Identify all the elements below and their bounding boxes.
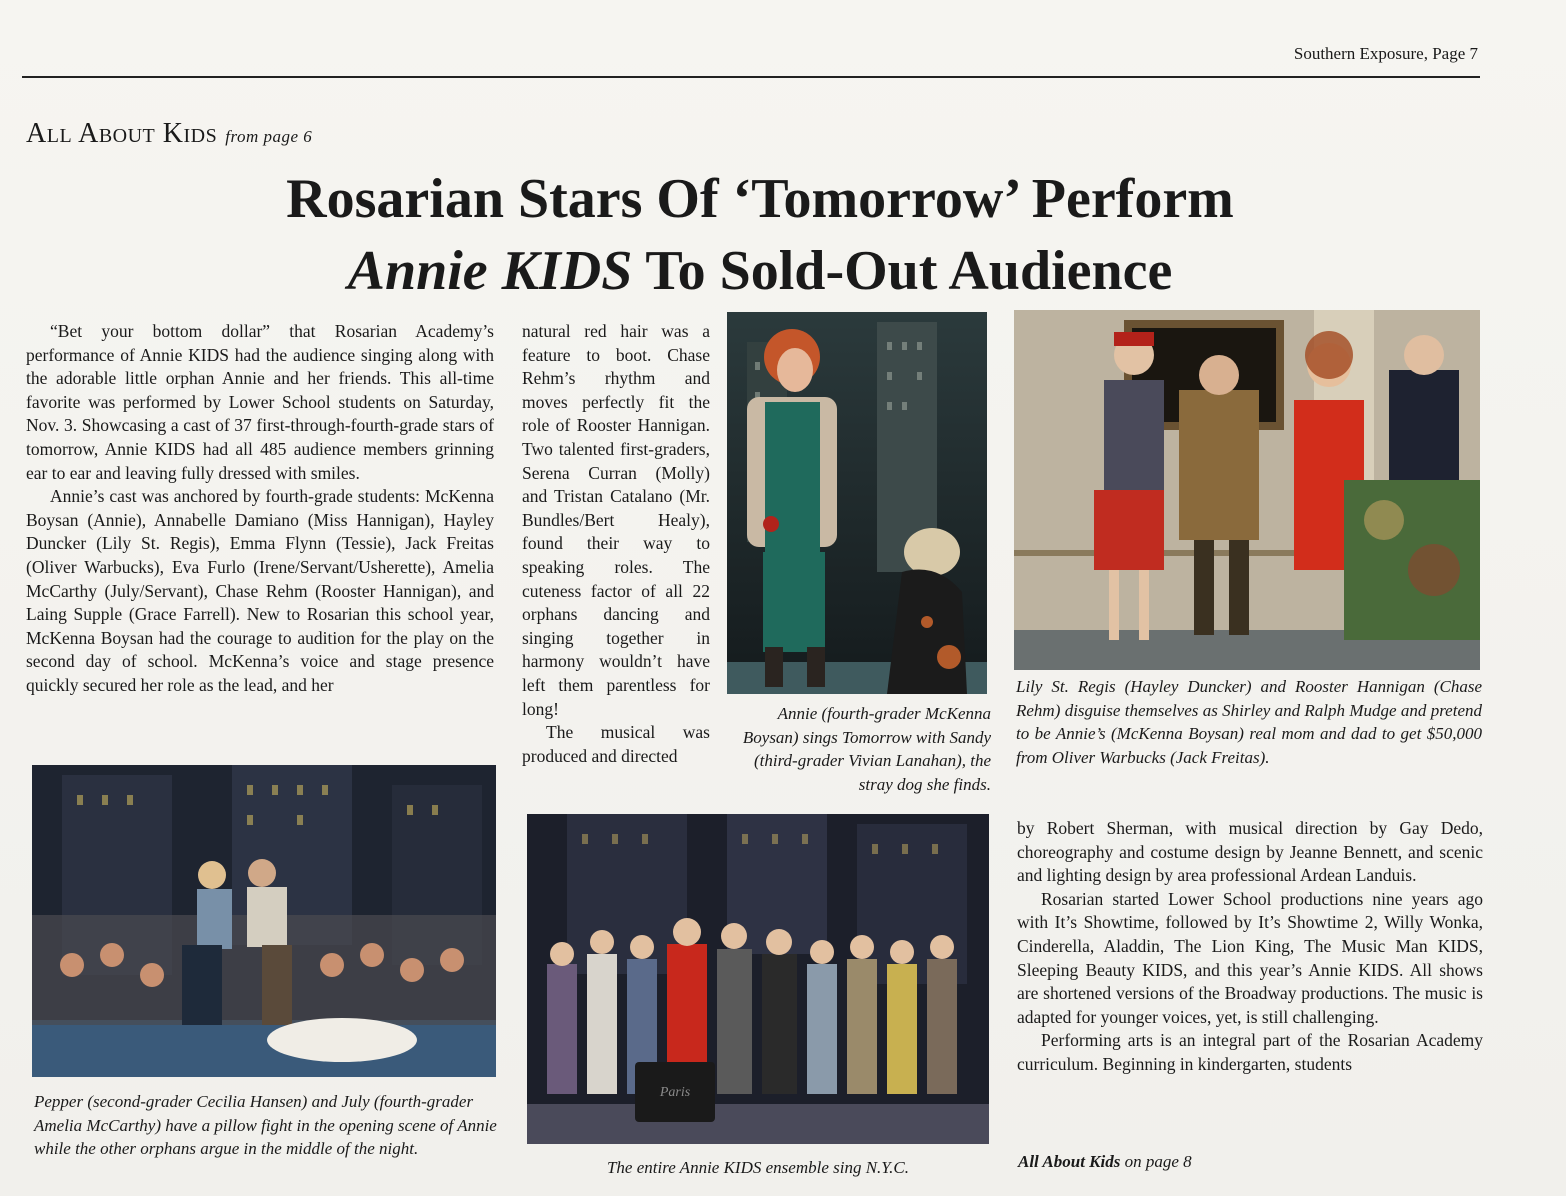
- section-from: from page 6: [225, 127, 313, 146]
- photo-pillow-fight: [32, 765, 496, 1077]
- article-paragraph: Performing arts is an integral part of the Rosarian Academy curriculum. Beginning in kindergarten, students: [1017, 1030, 1483, 1074]
- continued-suffix: on page 8: [1120, 1152, 1192, 1171]
- caption-annie-sandy: Annie (fourth-grader McKenna Boysan) sings Tomorrow with Sandy (third-grader Vivian Lanahan), the stray dog she finds.: [742, 704, 991, 794]
- article-paragraph: Rosarian started Lower School productions nine years ago with It’s Showtime, followed by It’s Showtime 2, Willy Wonka, Cinderella, Aladdin, The Lion King, The Music Man KIDS, Sleeping Beauty KIDS, and this year’s Annie KIDS. All shows are shortened versions of the Broadway productions. The music is adapted for younger voices, yet, is still challenging.: [1017, 888, 1483, 1027]
- suitcase-label: Paris: [659, 1085, 691, 1100]
- caption-ensemble: The entire Annie KIDS ensemble sing N.Y.C.: [606, 1158, 910, 1177]
- caption-lily-rooster: Lily St. Regis (Hayley Duncker) and Rooster Hannigan (Chase Rehm) disguise themselves as Shirley and Ralph Mudge and pretend to be Annie’s (McKenna Boysan) real mom and dad to get $50,000 from Oliver Warbucks (Jack Freitas).: [1016, 677, 1482, 767]
- article-paragraph: The musical was produced and directed: [522, 722, 710, 766]
- section-label: [26, 118, 312, 150]
- continued-label: All About Kids: [1018, 1152, 1121, 1171]
- continued-line: [1018, 1152, 1192, 1172]
- photo-ensemble: [527, 814, 989, 1144]
- headline-line-1: Rosarian Stars Of ‘Tomorrow’ Perform: [286, 168, 1234, 230]
- caption-pillow-fight: Pepper (second-grader Cecilia Hansen) and July (fourth-grader Amelia McCarthy) have a pillow fight in the opening scene of Annie while the other orphans argue in the middle of the night.: [34, 1092, 497, 1158]
- photo-lily-rooster: [1014, 310, 1480, 670]
- header-rule: [22, 76, 1480, 78]
- section-title: All About Kids: [26, 118, 218, 149]
- photo-annie-sandy: [727, 312, 987, 694]
- page-header: Southern Exposure, Page 7: [1293, 44, 1478, 63]
- article-column-2: [522, 320, 710, 768]
- headline-rest: To Sold-Out Audience: [632, 240, 1173, 302]
- headline-show-title: Annie KIDS: [347, 240, 633, 302]
- article-paragraph: Annie’s cast was anchored by fourth-grade students: McKenna Boysan (Annie), Annabelle Damiano (Miss Hannigan), Hayley Duncker (Lily St. Regis), Emma Flynn (Tessie), Jack Freitas (Oliver Warbucks), Eva Furlo (Irene/Servant/Usherette), Amelia McCarthy (July/Servant), Chase Rehm (Rooster Hannigan), and Laing Supple (Grace Farrell). New to Rosarian this school year, McKenna Boysan had the courage to audition for the play on the second day of school. McKenna’s voice and stage presence quickly secured her role as the lead, and her: [26, 486, 494, 695]
- article-paragraph: “Bet your bottom dollar” that Rosarian Academy’s performance of Annie KIDS had the audience singing along with the adorable little orphan Annie and her friends. This all-time favorite was performed by Lower School students on Saturday, Nov. 3. Showcasing a cast of 37 first-through-fourth-grade stars of tomorrow, Annie KIDS had all 485 audience members grinning ear to ear and leaving fully dressed with smiles.: [26, 321, 494, 483]
- headline-line-2: [60, 238, 1460, 304]
- article-paragraph: by Robert Sherman, with musical direction by Gay Dedo, choreography and costume design by Jeanne Bennett, and scenic and lighting design by area professional Ardean Landuis.: [1017, 818, 1483, 886]
- article-column-1: [26, 320, 494, 698]
- article-column-4: [1017, 817, 1483, 1077]
- article-paragraph: natural red hair was a feature to boot. Chase Rehm’s rhythm and moves perfectly fit the role of Rooster Hannigan. Two talented first-graders, Serena Curran (Molly) and Tristan Catalano (Mr. Bundles/Bert Healy), found their way to speaking roles. The cuteness factor of all 22 orphans dancing and singing together in harmony wouldn’t have left them parentless for long!: [522, 321, 710, 719]
